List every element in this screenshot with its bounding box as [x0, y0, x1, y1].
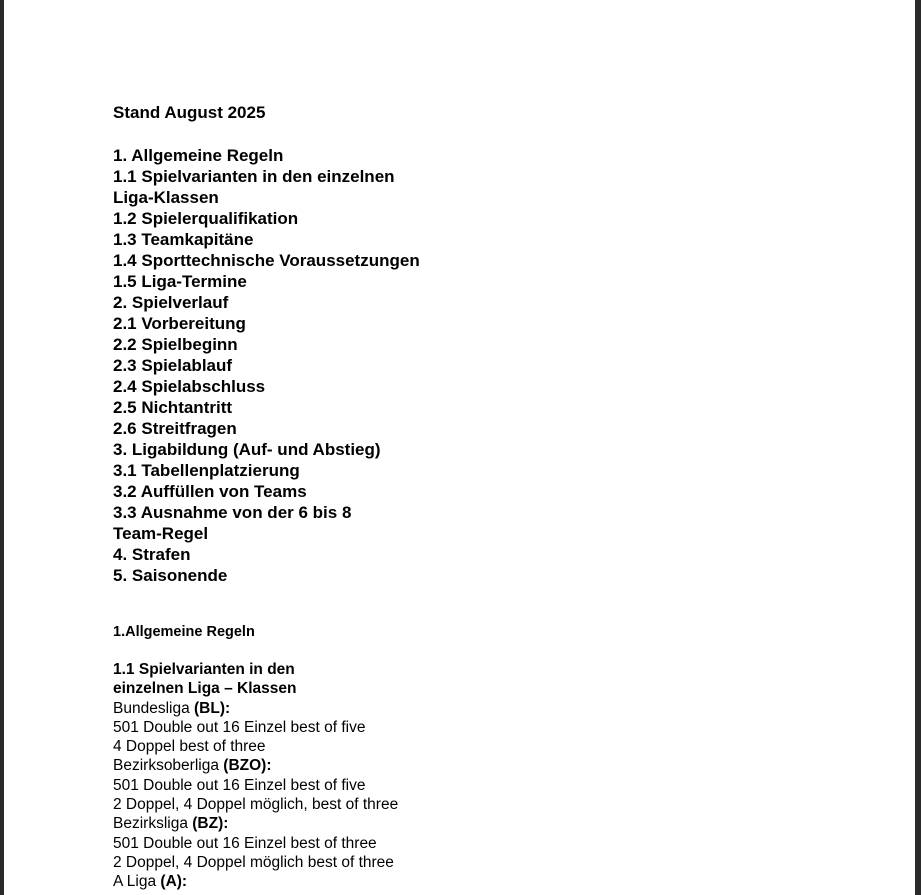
league-name: Bundesliga: [113, 699, 195, 717]
subsection-heading-continued: einzelnen Liga – Klassen: [113, 680, 297, 698]
league-rule-line: 501 Double out 16 Einzel best of five: [113, 718, 366, 736]
league-name: Bezirksoberliga: [113, 757, 224, 775]
section-heading: 1.Allgemeine Regeln: [113, 624, 255, 640]
toc-item: 2.2 Spielbeginn: [113, 335, 238, 354]
league-rule-line: 4 Doppel best of three: [113, 738, 266, 756]
viewer-right-border: [915, 0, 921, 895]
document-page: [4, 0, 915, 895]
toc-item: 3.1 Tabellenplatzierung: [113, 461, 300, 480]
league-heading: [113, 699, 398, 718]
toc-item: 3.3 Ausnahme von der 6 bis 8: [113, 503, 352, 522]
league-abbreviation: (BZO):: [223, 757, 272, 775]
toc-item: 2.3 Spielablauf: [113, 356, 233, 375]
league-heading: [113, 756, 398, 775]
league-rule-line: 501 Double out 16 Einzel best of three: [113, 834, 377, 852]
toc-item: 1.2 Spielerqualifikation: [113, 209, 299, 228]
league-name: Bezirksliga: [113, 815, 193, 833]
league-rule-line: 2 Doppel, 4 Doppel möglich best of three: [113, 853, 394, 871]
toc-item: 4. Strafen: [113, 545, 191, 564]
toc-item: 1.3 Teamkapitäne: [113, 230, 254, 249]
toc-item: 2.5 Nichtantritt: [113, 398, 233, 417]
league-name: A Liga: [113, 873, 161, 891]
league-rule-line: 501 Double out 16 Einzel best of five: [113, 776, 366, 794]
toc-item: 2. Spielverlauf: [113, 293, 229, 312]
league-heading: [113, 872, 398, 891]
toc-item: 2.1 Vorbereitung: [113, 314, 246, 333]
toc-item: 1.4 Sporttechnische Voraussetzungen: [113, 251, 420, 270]
subsection-heading: 1.1 Spielvarianten in den: [113, 661, 295, 678]
document-date: Stand August 2025: [113, 103, 266, 122]
toc-item: 1. Allgemeine Regeln: [113, 146, 284, 165]
toc-item: Team-Regel: [113, 524, 209, 543]
toc-item: 3. Ligabildung (Auf- und Abstieg): [113, 440, 381, 459]
toc-item: 2.6 Streitfragen: [113, 419, 237, 438]
toc-item: 5. Saisonende: [113, 566, 228, 585]
league-abbreviation: (A):: [160, 873, 188, 891]
toc-item: 1.5 Liga-Termine: [113, 272, 247, 291]
section-body: [113, 660, 398, 892]
league-abbreviation: (BZ):: [192, 815, 229, 833]
toc-item: 1.1 Spielvarianten in den einzelnen: [113, 167, 395, 186]
toc-item: 2.4 Spielabschluss: [113, 377, 266, 396]
league-heading: [113, 814, 398, 833]
league-rule-line: 2 Doppel, 4 Doppel möglich, best of three: [113, 796, 399, 814]
toc-item: 3.2 Auffüllen von Teams: [113, 482, 307, 501]
toc-item: Liga-Klassen: [113, 188, 219, 207]
league-abbreviation: (BL):: [194, 699, 231, 717]
table-of-contents: [113, 145, 420, 586]
